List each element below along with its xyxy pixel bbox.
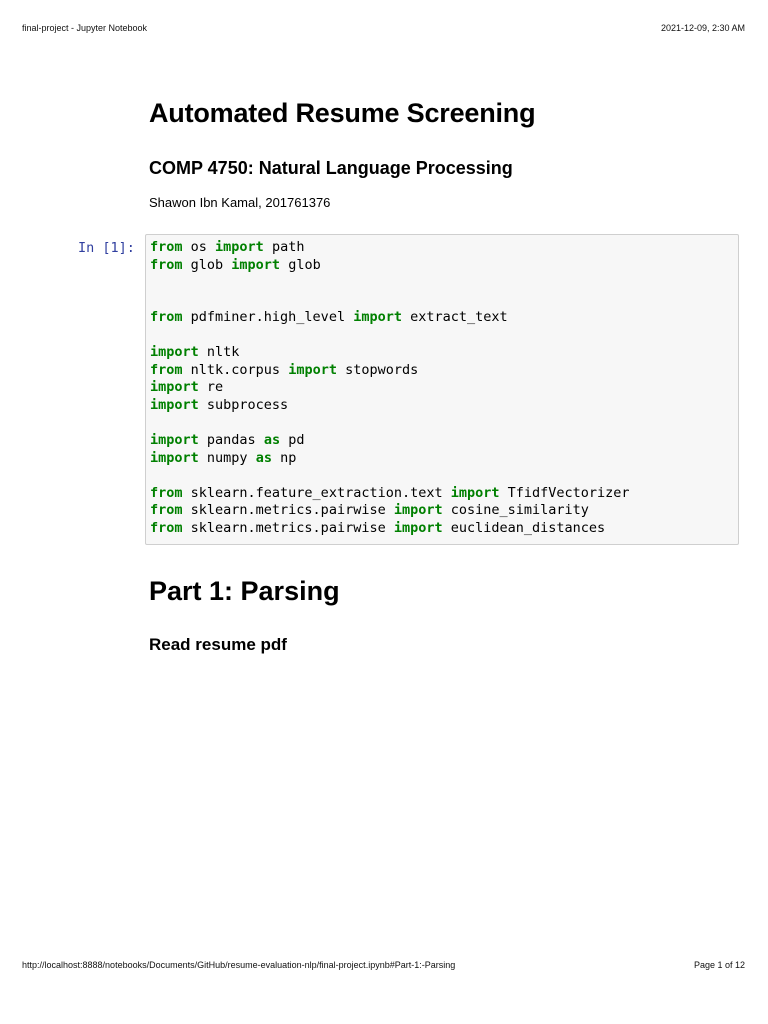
code-keyword: import <box>150 396 199 413</box>
code-line <box>150 520 734 538</box>
code-keyword: import <box>150 449 199 466</box>
code-token: pd <box>280 432 305 449</box>
code-keyword: from <box>150 361 183 378</box>
code-token: path <box>263 239 305 255</box>
code-token: nltk.corpus <box>182 361 289 378</box>
code-line <box>150 397 734 415</box>
code-token: glob <box>182 256 232 273</box>
code-keyword: import <box>150 379 199 396</box>
code-cell[interactable] <box>145 234 739 545</box>
code-keyword: import <box>353 309 402 326</box>
code-keyword: from <box>150 309 183 326</box>
code-line <box>150 414 734 432</box>
code-keyword: import <box>150 432 199 449</box>
course-heading: COMP 4750: Natural Language Processing <box>149 158 513 178</box>
code-line <box>150 257 734 275</box>
code-keyword: import <box>150 344 199 361</box>
code-token: stopwords <box>336 361 419 378</box>
code-line <box>150 379 734 397</box>
code-line <box>150 344 734 362</box>
print-footer-url: http://localhost:8888/notebooks/Documents/GitHub/resume-evaluation-nlp/final-project.ipynb#Part-1:-Parsing <box>22 960 456 970</box>
notebook-title: Automated Resume Screening <box>149 98 536 128</box>
code-keyword: import <box>231 256 281 273</box>
code-keyword: import <box>288 361 337 378</box>
print-footer-page: Page 1 of 12 <box>693 960 745 970</box>
code-token: euclidean_distances <box>442 519 606 536</box>
code-token: extract_text <box>401 309 508 326</box>
cell-prompt: In [1]: <box>78 240 135 256</box>
code-keyword: from <box>150 256 183 273</box>
code-token: np <box>271 449 297 466</box>
code-line <box>150 327 734 345</box>
code-keyword: from <box>150 502 183 519</box>
print-header-datetime: 2021-12-09, 2:30 AM <box>660 23 745 33</box>
code-keyword: from <box>150 484 183 501</box>
print-header-title: final-project - Jupyter Notebook <box>22 23 148 33</box>
code-keyword: import <box>393 519 443 536</box>
code-keyword: as <box>255 449 272 466</box>
code-line <box>150 292 734 310</box>
author-line: Shawon Ibn Kamal, 201761376 <box>149 195 331 210</box>
code-token: os <box>182 239 216 255</box>
code-keyword: from <box>150 239 183 255</box>
code-token: re <box>198 379 224 396</box>
code-keyword: import <box>450 484 500 501</box>
code-keyword: as <box>263 432 281 449</box>
code-line <box>150 274 734 292</box>
code-line <box>150 450 734 468</box>
code-token: pdfminer.high_level <box>182 309 354 326</box>
code-token: subprocess <box>198 396 289 413</box>
code-line <box>150 362 734 380</box>
code-token: sklearn.metrics.pairwise <box>182 519 394 536</box>
code-line <box>150 502 734 520</box>
code-token: sklearn.metrics.pairwise <box>182 502 394 519</box>
code-line <box>150 309 734 327</box>
code-token: nltk <box>198 344 240 361</box>
code-line <box>150 485 734 503</box>
code-token: cosine_similarity <box>442 502 589 519</box>
code-line <box>150 467 734 485</box>
code-token: sklearn.feature_extraction.text <box>182 484 451 501</box>
code-keyword: from <box>150 519 183 536</box>
sub-heading: Read resume pdf <box>149 635 287 654</box>
code-token: pandas <box>198 432 264 449</box>
code-line <box>150 432 734 450</box>
code-block <box>150 239 734 537</box>
code-keyword: import <box>393 502 443 519</box>
code-token: numpy <box>198 449 256 466</box>
code-keyword: import <box>215 239 264 255</box>
code-line <box>150 239 734 257</box>
code-token: glob <box>280 256 321 273</box>
code-token: TfidfVectorizer <box>499 484 630 501</box>
part-heading: Part 1: Parsing <box>149 576 340 606</box>
